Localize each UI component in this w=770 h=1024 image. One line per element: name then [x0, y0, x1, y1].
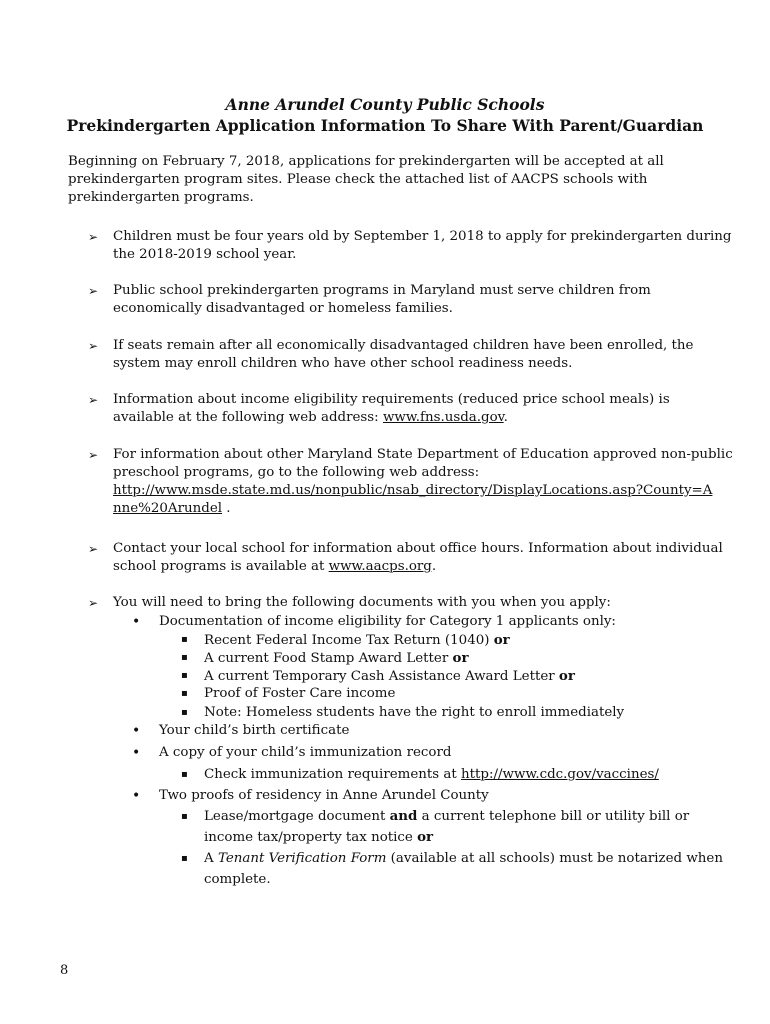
text-run: Check immunization requirements at — [204, 767, 462, 782]
item-line — [113, 337, 708, 355]
arrow-bullet-icon: ➢ — [88, 448, 99, 462]
text-run: Your child’s birth certificate — [159, 723, 350, 738]
text-run: Note: Homeless students have the right to enroll immediately — [204, 705, 625, 720]
text-run: . — [503, 410, 508, 425]
arrow-bullet-item — [88, 391, 708, 427]
web-link[interactable]: www.aacps.org — [328, 559, 432, 574]
document-title: Anne Arundel County Public Schools — [225, 95, 545, 114]
text-run: Lease/mortgage document — [204, 809, 390, 824]
arrow-bullet-icon: ➢ — [88, 393, 99, 407]
square-bullet-icon: ▪ — [181, 853, 188, 864]
intro-line: Beginning on February 7, 2018, applications for prekindergarten will be accepted at all — [68, 154, 664, 169]
dot-bullet-item — [132, 787, 692, 805]
item-line — [204, 827, 691, 848]
item-line — [113, 282, 708, 300]
dot-bullet-icon: • — [132, 614, 141, 630]
item-line — [204, 869, 691, 890]
arrow-bullet-item — [88, 446, 733, 518]
item-line — [159, 722, 692, 740]
arrow-bullet-item — [88, 228, 732, 264]
dot-bullet-icon: • — [132, 745, 141, 761]
arrow-bullet-icon: ➢ — [88, 284, 99, 298]
item-line — [113, 228, 732, 246]
square-bullet-icon: ▪ — [181, 688, 188, 699]
web-link[interactable]: www.fns.usda.gov — [382, 410, 504, 425]
text-run: For information about other Maryland State Department of Education approved non-public — [113, 447, 733, 462]
item-line — [113, 300, 708, 318]
item-line — [204, 631, 691, 650]
text-run: A copy of your child’s immunization record — [159, 745, 452, 760]
square-bullet-icon: ▪ — [181, 652, 188, 663]
item-line — [113, 500, 708, 518]
arrow-bullet-item — [88, 337, 708, 373]
square-bullet-item — [181, 631, 691, 650]
text-run: Public school prekindergarten programs in Maryland must serve children from — [113, 283, 651, 298]
item-line — [113, 464, 708, 482]
text-run: Documentation of income eligibility for Category 1 applicants only: — [159, 614, 616, 629]
item-line — [159, 613, 692, 631]
intro-line: prekindergarten program sites. Please check the attached list of AACPS schools with — [68, 172, 648, 187]
square-bullet-item — [181, 667, 691, 686]
text-run: system may enroll children who have other school readiness needs. — [113, 356, 573, 371]
text-run: A current Temporary Cash Assistance Award Letter — [204, 669, 559, 684]
document-subtitle: Prekindergarten Application Information To Share With Parent/Guardian — [66, 116, 704, 135]
arrow-bullet-icon: ➢ — [88, 542, 99, 556]
square-bullet-item — [181, 806, 691, 848]
text-run: A current Food Stamp Award Letter — [204, 651, 453, 666]
square-bullet-item — [181, 766, 691, 784]
text-run: You will need to bring the following documents with you when you apply: — [113, 595, 611, 610]
arrow-bullet-icon: ➢ — [88, 596, 99, 610]
intro-paragraph — [68, 153, 708, 207]
italic-text: Tenant Verification Form — [217, 851, 387, 866]
item-line — [113, 391, 708, 409]
text-run: Two proofs of residency in Anne Arundel County — [159, 788, 489, 803]
square-bullet-item — [181, 649, 691, 668]
web-link[interactable]: http://www.msde.state.md.us/nonpublic/nsab_directory/DisplayLocations.asp?County=A — [113, 483, 713, 498]
bold-text: or — [493, 632, 510, 648]
text-run: . — [431, 559, 437, 574]
arrow-bullet-item — [88, 540, 723, 576]
text-run: . — [222, 501, 231, 516]
item-line — [204, 766, 691, 784]
bold-text: or — [558, 668, 575, 684]
text-run: the 2018-2019 school year. — [113, 247, 297, 262]
square-bullet-icon: ▪ — [181, 707, 188, 718]
bold-text: or — [452, 650, 469, 666]
item-line — [113, 446, 733, 464]
text-run: Contact your local school for information about office hours. Information about individual — [113, 541, 723, 556]
text-run: A — [204, 851, 218, 866]
item-line — [159, 744, 692, 762]
item-line — [113, 355, 708, 373]
dot-bullet-item — [132, 722, 692, 740]
text-run: a current telephone bill or utility bill or — [417, 809, 690, 824]
text-run: Recent Federal Income Tax Return (1040) — [204, 633, 494, 648]
item-line — [159, 787, 692, 805]
item-line — [113, 540, 723, 558]
text-run: Children must be four years old by September 1, 2018 to apply for prekindergarten during — [113, 229, 732, 244]
item-line — [204, 704, 691, 722]
item-line — [204, 685, 691, 703]
arrow-bullet-item — [88, 594, 708, 612]
square-bullet-icon: ▪ — [181, 670, 188, 681]
square-bullet-item — [181, 704, 691, 722]
dot-bullet-item — [132, 744, 692, 762]
text-run: Information about income eligibility requirements (reduced price school meals) is — [113, 392, 670, 407]
text-run: Proof of Foster Care income — [204, 686, 396, 701]
text-run: economically disadvantaged or homeless families. — [113, 301, 453, 316]
item-line — [204, 649, 691, 668]
item-line — [113, 594, 708, 612]
item-line — [113, 409, 708, 427]
text-run: complete. — [204, 872, 271, 887]
arrow-bullet-icon: ➢ — [88, 230, 99, 244]
square-bullet-icon: ▪ — [181, 634, 188, 645]
web-link[interactable]: nne%20Arundel — [113, 501, 223, 516]
item-line — [204, 806, 691, 827]
text-run: (available at all schools) must be notarized when — [386, 851, 723, 866]
item-line — [204, 667, 691, 686]
dot-bullet-icon: • — [132, 723, 141, 739]
text-run: If seats remain after all economically disadvantaged children have been enrolled, the — [113, 338, 694, 353]
bold-text: or — [417, 829, 434, 845]
intro-line: prekindergarten programs. — [68, 190, 254, 205]
title-block — [0, 94, 770, 136]
dot-bullet-icon: • — [132, 788, 141, 804]
square-bullet-item — [181, 685, 691, 703]
arrow-bullet-icon: ➢ — [88, 339, 99, 353]
item-line — [113, 482, 713, 500]
web-link[interactable]: http://www.cdc.gov/vaccines/ — [461, 767, 659, 782]
arrow-bullet-item — [88, 282, 708, 318]
item-line — [204, 848, 723, 869]
dot-bullet-item — [132, 613, 692, 631]
page-number: 8 — [60, 963, 69, 978]
square-bullet-icon: ▪ — [181, 769, 188, 780]
text-run: school programs is available at — [113, 559, 329, 574]
item-line — [113, 558, 708, 576]
text-run: preschool programs, go to the following web address: — [113, 465, 480, 480]
bold-text: and — [389, 808, 418, 824]
square-bullet-item — [181, 848, 723, 890]
square-bullet-icon: ▪ — [181, 811, 188, 822]
item-line — [113, 246, 708, 264]
text-run: available at the following web address: — [113, 410, 383, 425]
text-run: income tax/property tax notice — [204, 830, 418, 845]
